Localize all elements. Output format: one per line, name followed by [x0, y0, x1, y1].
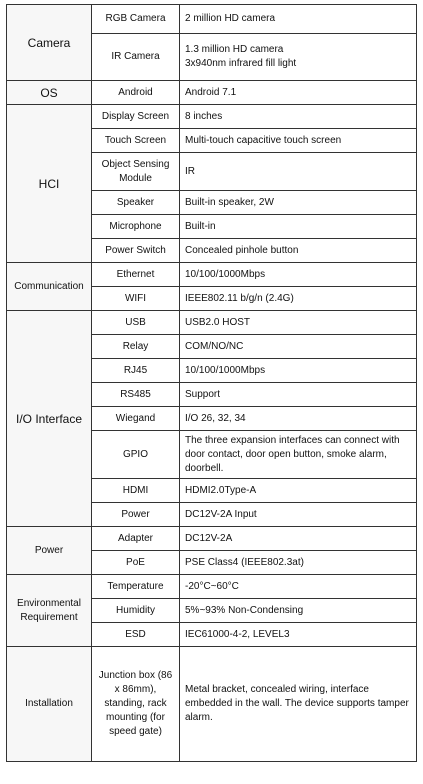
feature-cell: Temperature	[92, 575, 180, 599]
spec-row	[7, 311, 417, 335]
feature-cell: Adapter	[92, 527, 180, 551]
value-cell: The three expansion interfaces can connect with door contact, door open button, smoke alarm, doorbell.	[180, 431, 417, 479]
category-cell: Installation	[7, 647, 92, 762]
feature-cell: PoE	[92, 551, 180, 575]
feature-cell: RJ45	[92, 359, 180, 383]
value-cell: 10/100/1000Mbps	[180, 263, 417, 287]
feature-cell: Touch Screen	[92, 129, 180, 153]
value-cell: Built-in speaker, 2W	[180, 191, 417, 215]
feature-cell: WIFI	[92, 287, 180, 311]
value-cell: -20°C~60°C	[180, 575, 417, 599]
category-cell: Camera	[7, 5, 92, 81]
feature-cell: Speaker	[92, 191, 180, 215]
feature-cell: IR Camera	[92, 34, 180, 81]
value-cell: IEEE802.11 b/g/n (2.4G)	[180, 287, 417, 311]
feature-cell: RS485	[92, 383, 180, 407]
category-cell: OS	[7, 81, 92, 105]
feature-cell: Ethernet	[92, 263, 180, 287]
category-cell: Power	[7, 527, 92, 575]
value-cell: DC12V-2A Input	[180, 503, 417, 527]
spec-row	[7, 5, 417, 34]
feature-cell: Android	[92, 81, 180, 105]
spec-row	[7, 81, 417, 105]
value-cell: Android 7.1	[180, 81, 417, 105]
value-cell: Concealed pinhole button	[180, 239, 417, 263]
feature-cell: Power Switch	[92, 239, 180, 263]
feature-cell: GPIO	[92, 431, 180, 479]
category-cell: Environmental Requirement	[7, 575, 92, 647]
category-cell: I/O Interface	[7, 311, 92, 527]
value-cell: Multi-touch capacitive touch screen	[180, 129, 417, 153]
spec-table	[6, 4, 417, 762]
feature-cell: Relay	[92, 335, 180, 359]
value-cell: Support	[180, 383, 417, 407]
spec-row	[7, 575, 417, 599]
spec-table-body	[7, 5, 417, 762]
value-cell: I/O 26, 32, 34	[180, 407, 417, 431]
spec-row	[7, 105, 417, 129]
value-cell: PSE Class4 (IEEE802.3at)	[180, 551, 417, 575]
category-cell: Communication	[7, 263, 92, 311]
value-cell: Metal bracket, concealed wiring, interface embedded in the wall. The device supports tamper alarm.	[180, 647, 417, 762]
value-cell: IR	[180, 153, 417, 191]
value-cell: 1.3 million HD camera 3x940nm infrared fill light	[180, 34, 417, 81]
value-cell: DC12V-2A	[180, 527, 417, 551]
feature-cell: RGB Camera	[92, 5, 180, 34]
feature-cell: ESD	[92, 623, 180, 647]
value-cell: 8 inches	[180, 105, 417, 129]
value-cell: IEC61000-4-2, LEVEL3	[180, 623, 417, 647]
category-cell: HCI	[7, 105, 92, 263]
value-cell: HDMI2.0Type-A	[180, 479, 417, 503]
feature-cell: Object Sensing Module	[92, 153, 180, 191]
feature-cell: Display Screen	[92, 105, 180, 129]
feature-cell: HDMI	[92, 479, 180, 503]
value-cell: 10/100/1000Mbps	[180, 359, 417, 383]
feature-cell: USB	[92, 311, 180, 335]
spec-row	[7, 647, 417, 762]
spec-row	[7, 527, 417, 551]
spec-row	[7, 263, 417, 287]
feature-cell: Humidity	[92, 599, 180, 623]
feature-cell: Wiegand	[92, 407, 180, 431]
feature-cell: Power	[92, 503, 180, 527]
value-cell: USB2.0 HOST	[180, 311, 417, 335]
value-cell: 2 million HD camera	[180, 5, 417, 34]
value-cell: 5%~93% Non-Condensing	[180, 599, 417, 623]
value-cell: Built-in	[180, 215, 417, 239]
feature-cell: Microphone	[92, 215, 180, 239]
feature-cell: Junction box (86 x 86mm), standing, rack mounting (for speed gate)	[92, 647, 180, 762]
value-cell: COM/NO/NC	[180, 335, 417, 359]
